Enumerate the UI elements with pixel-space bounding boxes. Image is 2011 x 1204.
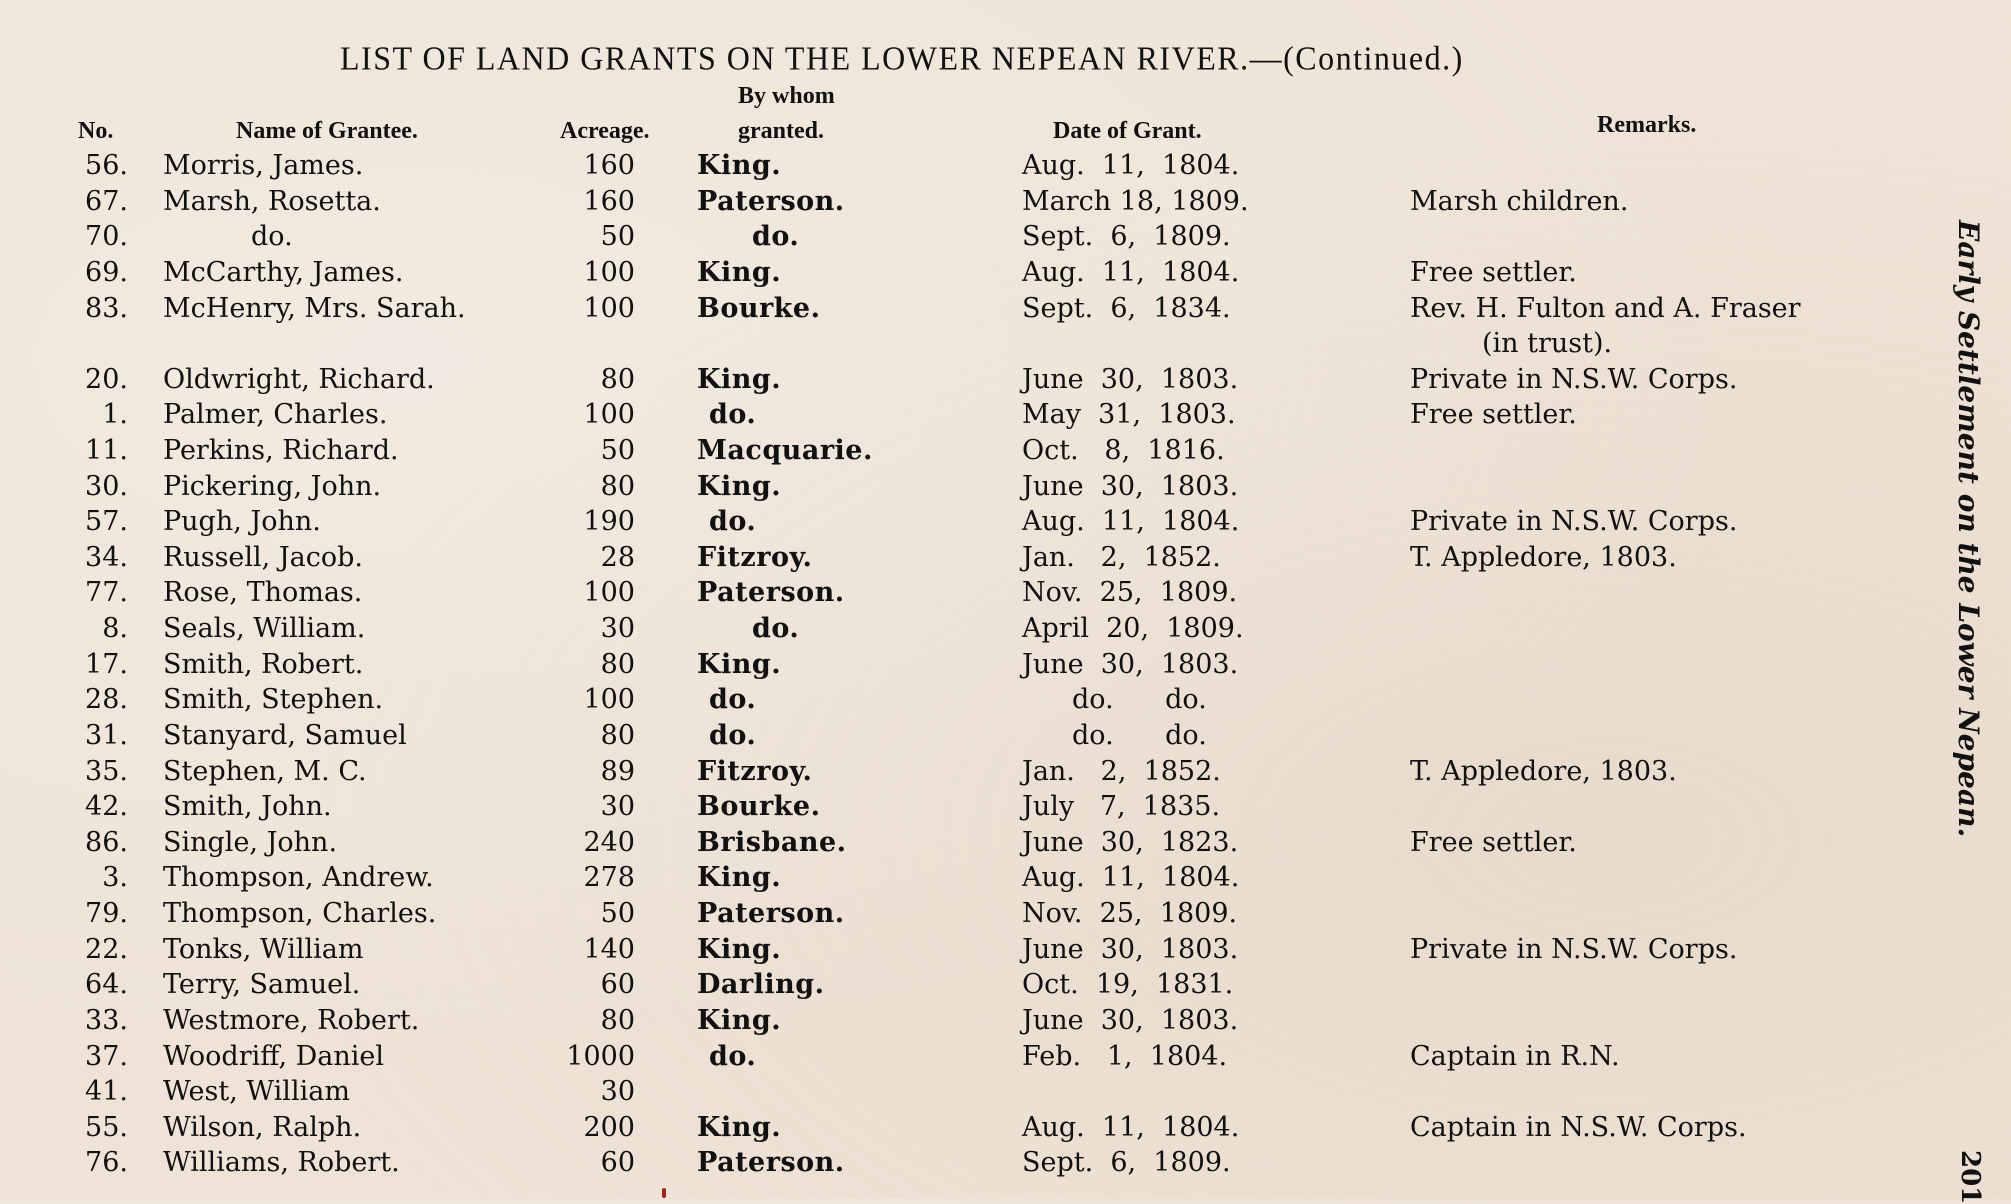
grant-date: May 31, 1803. — [1022, 399, 1236, 430]
acreage: 80 — [600, 720, 635, 751]
granted-by: do. — [709, 506, 757, 537]
table-row — [0, 469, 1950, 504]
grant-date: Nov. 25, 1809. — [1022, 898, 1238, 929]
remarks: Free settler. — [1410, 399, 1577, 430]
remarks: T. Appledore, 1803. — [1410, 756, 1677, 787]
grant-number: 56. — [85, 150, 128, 181]
grant-date: June 30, 1803. — [1022, 1005, 1239, 1036]
grantee-name: Tonks, William — [163, 934, 364, 965]
grant-date: Sept. 6, 1809. — [1022, 221, 1231, 252]
table-row — [0, 219, 1950, 254]
remarks: Marsh children. — [1410, 186, 1629, 217]
grant-date: Aug. 11, 1804. — [1022, 1112, 1240, 1143]
acreage: 80 — [600, 649, 635, 680]
table-row — [0, 647, 1950, 682]
granted-by: Paterson. — [697, 1147, 845, 1178]
grantee-name: Rose, Thomas. — [163, 577, 363, 608]
acreage: 100 — [583, 257, 635, 288]
granted-by: Darling. — [697, 969, 825, 1000]
grant-number: 67. — [85, 186, 128, 217]
acreage: 28 — [600, 542, 635, 573]
grant-number: 20. — [85, 364, 128, 395]
grantee-name: Russell, Jacob. — [163, 542, 364, 573]
grant-date: do. do. — [1072, 720, 1207, 751]
acreage: 50 — [600, 898, 635, 929]
grant-date: June 30, 1803. — [1022, 364, 1239, 395]
table-row — [0, 789, 1950, 824]
granted-by: King. — [697, 649, 782, 680]
acreage: 278 — [583, 862, 635, 893]
grant-date: Oct. 8, 1816. — [1022, 435, 1225, 466]
grant-number: 28. — [85, 684, 128, 715]
table-row — [0, 718, 1950, 753]
grant-date: June 30, 1803. — [1022, 649, 1239, 680]
remarks: Captain in R.N. — [1410, 1041, 1620, 1072]
grant-number: 83. — [85, 293, 128, 324]
granted-by: Fitzroy. — [697, 756, 813, 787]
grant-number: 79. — [85, 898, 128, 929]
granted-by: do. — [709, 720, 757, 751]
table-row — [0, 896, 1950, 931]
grant-date: Oct. 19, 1831. — [1022, 969, 1234, 1000]
grantee-name: Thompson, Andrew. — [163, 862, 434, 893]
header-by-whom-line2: granted. — [738, 118, 824, 144]
granted-by: Paterson. — [697, 898, 845, 929]
header-remarks: Remarks. — [1597, 112, 1697, 138]
header-by-whom-line1: By whom — [738, 83, 835, 109]
table-row — [0, 433, 1950, 468]
grant-number: 57. — [85, 506, 128, 537]
table-row — [0, 860, 1950, 895]
grant-date: Aug. 11, 1804. — [1022, 862, 1240, 893]
acreage: 160 — [583, 150, 635, 181]
acreage: 100 — [583, 399, 635, 430]
acreage: 89 — [600, 756, 635, 787]
grantee-name: Pugh, John. — [163, 506, 321, 537]
granted-by: King. — [697, 471, 782, 502]
acreage: 60 — [600, 1147, 635, 1178]
acreage: 30 — [600, 791, 635, 822]
acreage: 100 — [583, 577, 635, 608]
grant-date: Nov. 25, 1809. — [1022, 577, 1238, 608]
remarks: Free settler. — [1410, 257, 1577, 288]
grant-number: 35. — [85, 756, 128, 787]
granted-by: do. — [709, 399, 757, 430]
grant-date: Sept. 6, 1809. — [1022, 1147, 1231, 1178]
grantee-name: Morris, James. — [163, 150, 364, 181]
table-row — [0, 255, 1950, 290]
granted-by: King. — [697, 257, 782, 288]
grantee-name: Williams, Robert. — [163, 1147, 400, 1178]
grant-date: Jan. 2, 1852. — [1022, 542, 1221, 573]
grant-number: 33. — [85, 1005, 128, 1036]
acreage: 140 — [583, 934, 635, 965]
grantee-name: Smith, Stephen. — [163, 684, 384, 715]
grant-number: 76. — [85, 1147, 128, 1178]
grantee-name: Seals, William. — [163, 613, 366, 644]
grant-date: do. do. — [1072, 684, 1207, 715]
granted-by: do. — [709, 684, 757, 715]
granted-by: Macquarie. — [697, 435, 873, 466]
acreage: 160 — [583, 186, 635, 217]
grant-date: June 30, 1803. — [1022, 471, 1239, 502]
table-row — [0, 504, 1950, 539]
remarks: Private in N.S.W. Corps. — [1410, 934, 1738, 965]
acreage: 100 — [583, 293, 635, 324]
running-header: Early Settlement on the Lower Nepean. — [1952, 220, 1985, 838]
granted-by: Paterson. — [697, 186, 845, 217]
grant-number: 31. — [85, 720, 128, 751]
grant-number: 64. — [85, 969, 128, 1000]
table-row — [0, 362, 1950, 397]
remarks: Captain in N.S.W. Corps. — [1410, 1112, 1747, 1143]
grant-number: 30. — [85, 471, 128, 502]
acreage: 80 — [600, 1005, 635, 1036]
grant-date: Aug. 11, 1804. — [1022, 150, 1240, 181]
remarks: Rev. H. Fulton and A. Fraser — [1410, 293, 1801, 324]
acreage: 80 — [600, 364, 635, 395]
table-row — [0, 682, 1950, 717]
table-row — [0, 291, 1950, 326]
acreage: 190 — [583, 506, 635, 537]
grantee-name: Stephen, M. C. — [163, 756, 367, 787]
grantee-name: Pickering, John. — [163, 471, 382, 502]
grant-number: 37. — [85, 1041, 128, 1072]
granted-by: do. — [752, 221, 800, 252]
table-row — [0, 397, 1950, 432]
granted-by: King. — [697, 364, 782, 395]
table-row — [0, 575, 1950, 610]
acreage: 1000 — [566, 1041, 635, 1072]
remarks: Free settler. — [1410, 827, 1577, 858]
acreage: 30 — [600, 1076, 635, 1107]
grantee-name: West, William — [163, 1076, 350, 1107]
table-row — [0, 1039, 1950, 1074]
grantee-name: Marsh, Rosetta. — [163, 186, 381, 217]
grant-number: 41. — [85, 1076, 128, 1107]
grant-number: 34. — [85, 542, 128, 573]
grantee-name: McHenry, Mrs. Sarah. — [163, 293, 466, 324]
grant-number: 86. — [85, 827, 128, 858]
table-row — [0, 148, 1950, 183]
grant-number: 3. — [102, 862, 128, 893]
page-number: 201 — [1955, 1150, 1985, 1204]
grant-number: 11. — [85, 435, 128, 466]
grantee-name: Thompson, Charles. — [163, 898, 437, 929]
grant-date: Aug. 11, 1804. — [1022, 506, 1240, 537]
grantee-name: Oldwright, Richard. — [163, 364, 435, 395]
grant-date: June 30, 1803. — [1022, 934, 1239, 965]
grantee-name: Stanyard, Samuel — [163, 720, 407, 751]
granted-by: King. — [697, 1112, 782, 1143]
grant-date: Aug. 11, 1804. — [1022, 257, 1240, 288]
grantee-name: McCarthy, James. — [163, 257, 404, 288]
grantee-name: Terry, Samuel. — [163, 969, 361, 1000]
grantee-name: do. — [251, 221, 293, 252]
header-date: Date of Grant. — [1053, 118, 1202, 144]
remarks: Private in N.S.W. Corps. — [1410, 364, 1738, 395]
table-row — [0, 967, 1950, 1002]
acreage: 100 — [583, 684, 635, 715]
table-row — [0, 932, 1950, 967]
granted-by: King. — [697, 150, 782, 181]
table-row — [0, 540, 1950, 575]
granted-by: Paterson. — [697, 577, 845, 608]
ink-mark — [662, 1188, 666, 1198]
grantee-name: Single, John. — [163, 827, 338, 858]
acreage: 50 — [600, 435, 635, 466]
grantee-name: Palmer, Charles. — [163, 399, 388, 430]
grant-date: March 18, 1809. — [1022, 186, 1249, 217]
grantee-name: Perkins, Richard. — [163, 435, 399, 466]
granted-by: Bourke. — [697, 293, 821, 324]
remarks-continuation: (in trust). — [1482, 328, 1613, 359]
table-row — [0, 754, 1950, 789]
table-row — [0, 1074, 1950, 1109]
granted-by: do. — [752, 613, 800, 644]
grant-date: June 30, 1823. — [1022, 827, 1239, 858]
table-row-continuation — [0, 326, 1950, 361]
grant-number: 8. — [102, 613, 128, 644]
grant-number: 69. — [85, 257, 128, 288]
page-title: LIST OF LAND GRANTS ON THE LOWER NEPEAN RIVER.—(Continued.) — [340, 39, 1464, 77]
granted-by: Brisbane. — [697, 827, 847, 858]
grantee-name: Smith, Robert. — [163, 649, 364, 680]
acreage: 240 — [583, 827, 635, 858]
grant-number: 17. — [85, 649, 128, 680]
grant-number: 77. — [85, 577, 128, 608]
table-row — [0, 1110, 1950, 1145]
granted-by: King. — [697, 934, 782, 965]
table-row — [0, 1145, 1950, 1180]
granted-by: King. — [697, 862, 782, 893]
table-row — [0, 1003, 1950, 1038]
grant-number: 70. — [85, 221, 128, 252]
granted-by: Fitzroy. — [697, 542, 813, 573]
granted-by: Bourke. — [697, 791, 821, 822]
grant-number: 22. — [85, 934, 128, 965]
granted-by: King. — [697, 1005, 782, 1036]
grantee-name: Smith, John. — [163, 791, 332, 822]
remarks: Private in N.S.W. Corps. — [1410, 506, 1738, 537]
grant-number: 1. — [102, 399, 128, 430]
grantee-name: Westmore, Robert. — [163, 1005, 420, 1036]
granted-by: do. — [709, 1041, 757, 1072]
acreage: 30 — [600, 613, 635, 644]
table-row — [0, 611, 1950, 646]
remarks: T. Appledore, 1803. — [1410, 542, 1677, 573]
grant-date: July 7, 1835. — [1022, 791, 1221, 822]
grant-date: Sept. 6, 1834. — [1022, 293, 1231, 324]
acreage: 200 — [583, 1112, 635, 1143]
table-row — [0, 184, 1950, 219]
grant-number: 42. — [85, 791, 128, 822]
header-name: Name of Grantee. — [236, 118, 418, 144]
grant-date: April 20, 1809. — [1022, 613, 1244, 644]
grant-number: 55. — [85, 1112, 128, 1143]
table-row — [0, 825, 1950, 860]
grantee-name: Woodriff, Daniel — [163, 1041, 385, 1072]
acreage: 50 — [600, 221, 635, 252]
header-no: No. — [78, 118, 114, 144]
acreage: 60 — [600, 969, 635, 1000]
grantee-name: Wilson, Ralph. — [163, 1112, 362, 1143]
header-acreage: Acreage. — [560, 118, 650, 144]
grant-date: Jan. 2, 1852. — [1022, 756, 1221, 787]
grant-date: Feb. 1, 1804. — [1022, 1041, 1228, 1072]
acreage: 80 — [600, 471, 635, 502]
